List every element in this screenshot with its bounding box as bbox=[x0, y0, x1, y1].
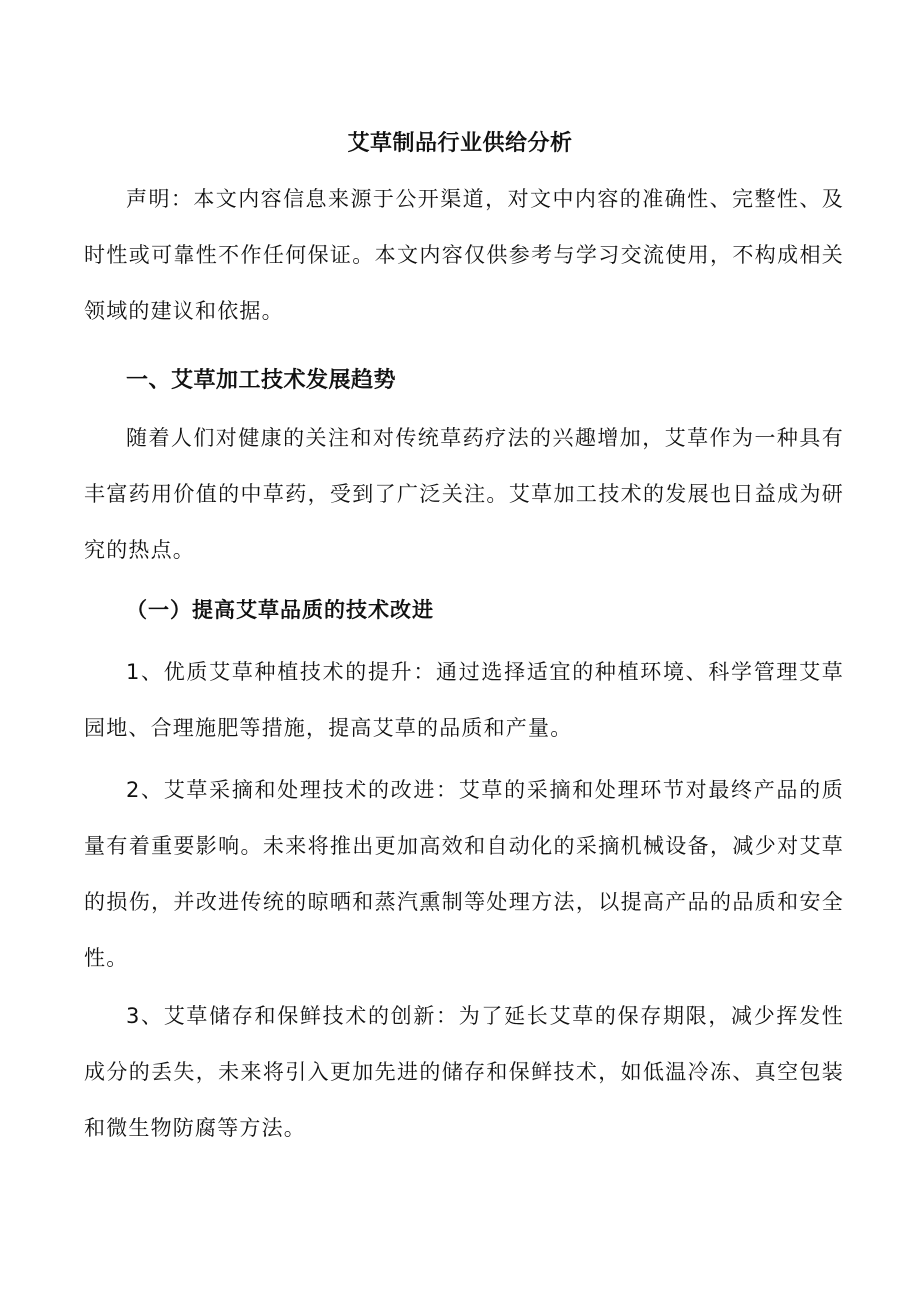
intro-paragraph: 随着人们对健康的关注和对传统草药疗法的兴趣增加，艾草作为一种具有丰富药用价值的中草药，受到了广泛关注。艾草加工技术的发展也日益成为研究的热点。 bbox=[84, 426, 844, 562]
disclaimer-paragraph: 声明：本文内容信息来源于公开渠道，对文中内容的准确性、完整性、及时性或可靠性不作任何保证。本文内容仅供参考与学习交流使用，不构成相关领域的建议和依据。 bbox=[84, 187, 844, 323]
list-item: 3、艾草储存和保鲜技术的创新：为了延长艾草的保存期限，减少挥发性成分的丢失，未来将引入更加先进的储存和保鲜技术，如低温冷冻、真空包装和微生物防腐等方法。 bbox=[84, 1004, 844, 1140]
document-title: 艾草制品行业供给分析 bbox=[347, 131, 573, 156]
section-heading: 一、艾草加工技术发展趋势 bbox=[126, 368, 397, 393]
list-item: 1、优质艾草种植技术的提升：通过选择适宜的种植环境、科学管理艾草园地、合理施肥等措施，提高艾草的品质和产量。 bbox=[84, 660, 844, 740]
subsection-heading: （一）提高艾草品质的技术改进 bbox=[126, 598, 434, 622]
list-item: 2、艾草采摘和处理技术的改进：艾草的采摘和处理环节对最终产品的质量有着重要影响。未来将推出更加高效和自动化的采摘机械设备，减少对艾草的损伤，并改进传统的晾晒和蒸汽熏制等处理方法，以提高产品的品质和安全性。 bbox=[84, 778, 844, 970]
